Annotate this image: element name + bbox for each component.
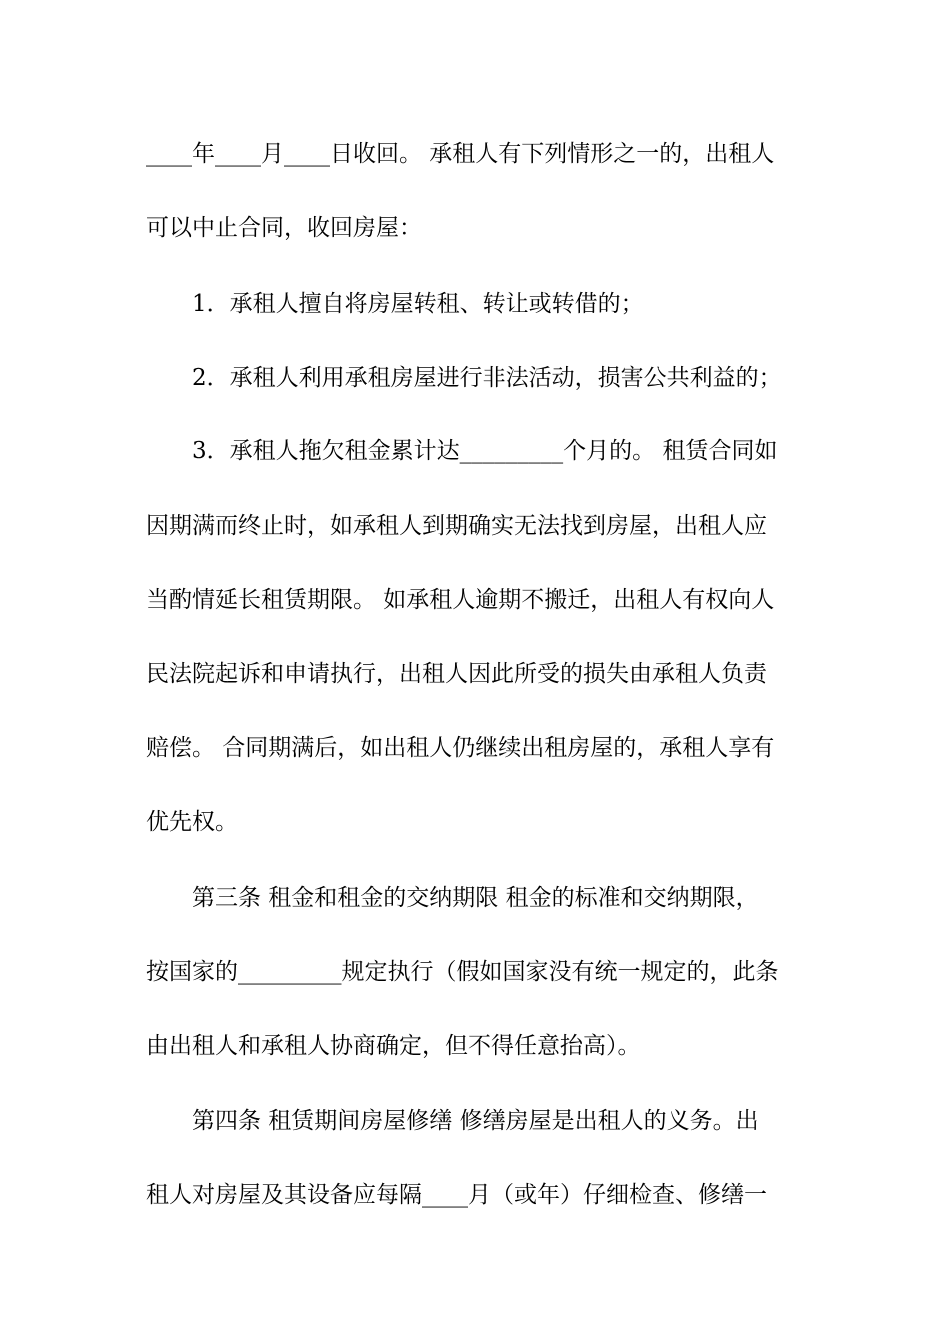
text-line: 可以中止合同，收回房屋： <box>146 215 422 241</box>
text-line: ____年____月____日收回。 承租人有下列情形之一的，出租人 <box>146 141 775 167</box>
text-line: 因期满而终止时，如承租人到期确实无法找到房屋，出租人应 <box>146 513 767 539</box>
article-heading-line: 第四条 租赁期间房屋修缮 修缮房屋是出租人的义务。出 <box>192 1108 759 1134</box>
text-line: 由出租人和承租人协商确定，但不得任意抬高）。 <box>146 1033 641 1059</box>
text-line: 当酌情延长租赁期限。 如承租人逾期不搬迁，出租人有权向人 <box>146 587 775 613</box>
text-line: 按国家的_________规定执行（假如国家没有统一规定的，此条 <box>146 959 779 985</box>
text-line: 民法院起诉和申请执行，出租人因此所受的损失由承租人负责 <box>146 661 767 687</box>
article-heading-line: 第三条 租金和租金的交纳期限 租金的标准和交纳期限， <box>192 885 759 911</box>
list-item: 3．承租人拖欠租金累计达_________个月的。 租赁合同如 <box>192 438 778 464</box>
text-line: 优先权。 <box>146 809 238 835</box>
list-item: 2．承租人利用承租房屋进行非法活动，损害公共利益的； <box>192 365 782 391</box>
list-item: 1．承租人擅自将房屋转租、转让或转借的； <box>192 291 644 317</box>
text-line: 租人对房屋及其设备应每隔____月（或年）仔细检查、修缮一 <box>146 1182 767 1208</box>
text-line: 赔偿。 合同期满后，如出租人仍继续出租房屋的，承租人享有 <box>146 735 775 761</box>
